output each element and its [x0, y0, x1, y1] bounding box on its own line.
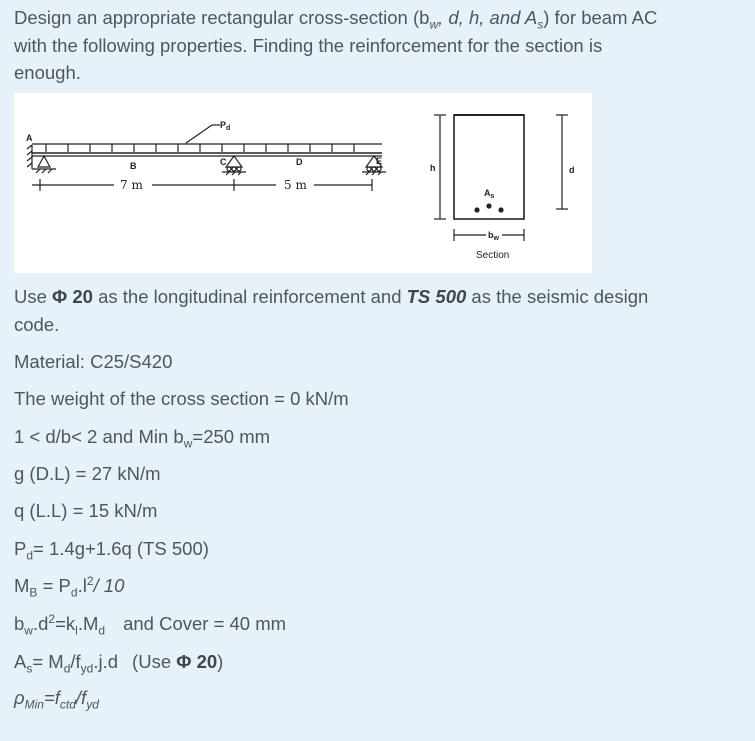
support-e: [362, 156, 386, 175]
weight-line: The weight of the cross section = 0 kN/m: [14, 388, 349, 409]
section-outline: [454, 115, 524, 219]
as-subscript: s: [537, 17, 544, 32]
as-formula-line: $A_s= M_d/f_{yd}.j.d$ (Use Φ 20): [14, 651, 224, 676]
as-label: $A_s$: [484, 188, 495, 200]
question-line-1: Design an appropriate rectangular cross-section ($b_w$, d, h, and $A_s$) for beam AC: [14, 7, 658, 32]
beam-figure: [14, 93, 592, 273]
rho-formula-line: $\rho_{Min}=f_{ctd}/f_{yd}$: [14, 687, 99, 712]
point-d-label: D: [296, 157, 303, 167]
point-b-label: B: [130, 161, 137, 171]
section-caption: Section: [476, 250, 510, 261]
support-c-label: C: [220, 157, 227, 167]
bw-label: $b_w$: [488, 230, 499, 242]
span-2-label: 5 m: [284, 178, 307, 192]
ratio-line: 1 < d/b< 2 and Min $b_w=250$ mm: [14, 426, 271, 451]
dead-load-line: g (D.L) = 27 kN/m: [14, 463, 161, 484]
d-label: d: [569, 165, 575, 175]
distributed-load-arrows: [46, 144, 354, 152]
question-line-2: with the following properties. Finding the reinforcement for the section is: [14, 34, 603, 56]
bw-formula-line: $b_w.d^2=k_l.M_d$ and Cover = 40 mm: [14, 611, 287, 638]
bw-subscript: w: [429, 17, 439, 32]
bar-size: 20: [72, 286, 93, 307]
pd-formula-line: $P_d= 1.4g+1.6q$ (TS 500): [14, 538, 209, 563]
instruction-line-1: Use Φ 20 as the longitudinal reinforcement and TS 500 as the seismic design: [14, 286, 649, 307]
rebar-right: [498, 207, 503, 212]
phi-symbol: Φ: [52, 286, 68, 307]
instruction-text: [14, 283, 744, 338]
code-name: TS 500: [406, 286, 467, 307]
rebar-left: [474, 207, 479, 212]
question-text: [14, 4, 744, 87]
support-b: [32, 156, 56, 173]
rebar-mid: [486, 203, 491, 208]
support-a: [27, 145, 32, 169]
pd-label: $P_d$: [220, 120, 231, 132]
support-e-label: E: [376, 156, 383, 166]
rebars: [474, 203, 503, 212]
mb-formula-line: $M_B = P_d.l^2/$ 10: [14, 573, 125, 600]
span-1-label: 7 m: [120, 178, 143, 192]
live-load-line: q (L.L) = 15 kN/m: [14, 500, 158, 521]
material-line: Material: C25/S420: [14, 351, 173, 372]
beam-diagram: [14, 93, 592, 273]
pd-leader-line: [186, 125, 212, 143]
question-line-3: enough.: [14, 62, 81, 83]
support-a-label: A: [26, 133, 33, 143]
h-label: h: [430, 163, 436, 173]
instruction-line-2: code.: [14, 313, 60, 335]
